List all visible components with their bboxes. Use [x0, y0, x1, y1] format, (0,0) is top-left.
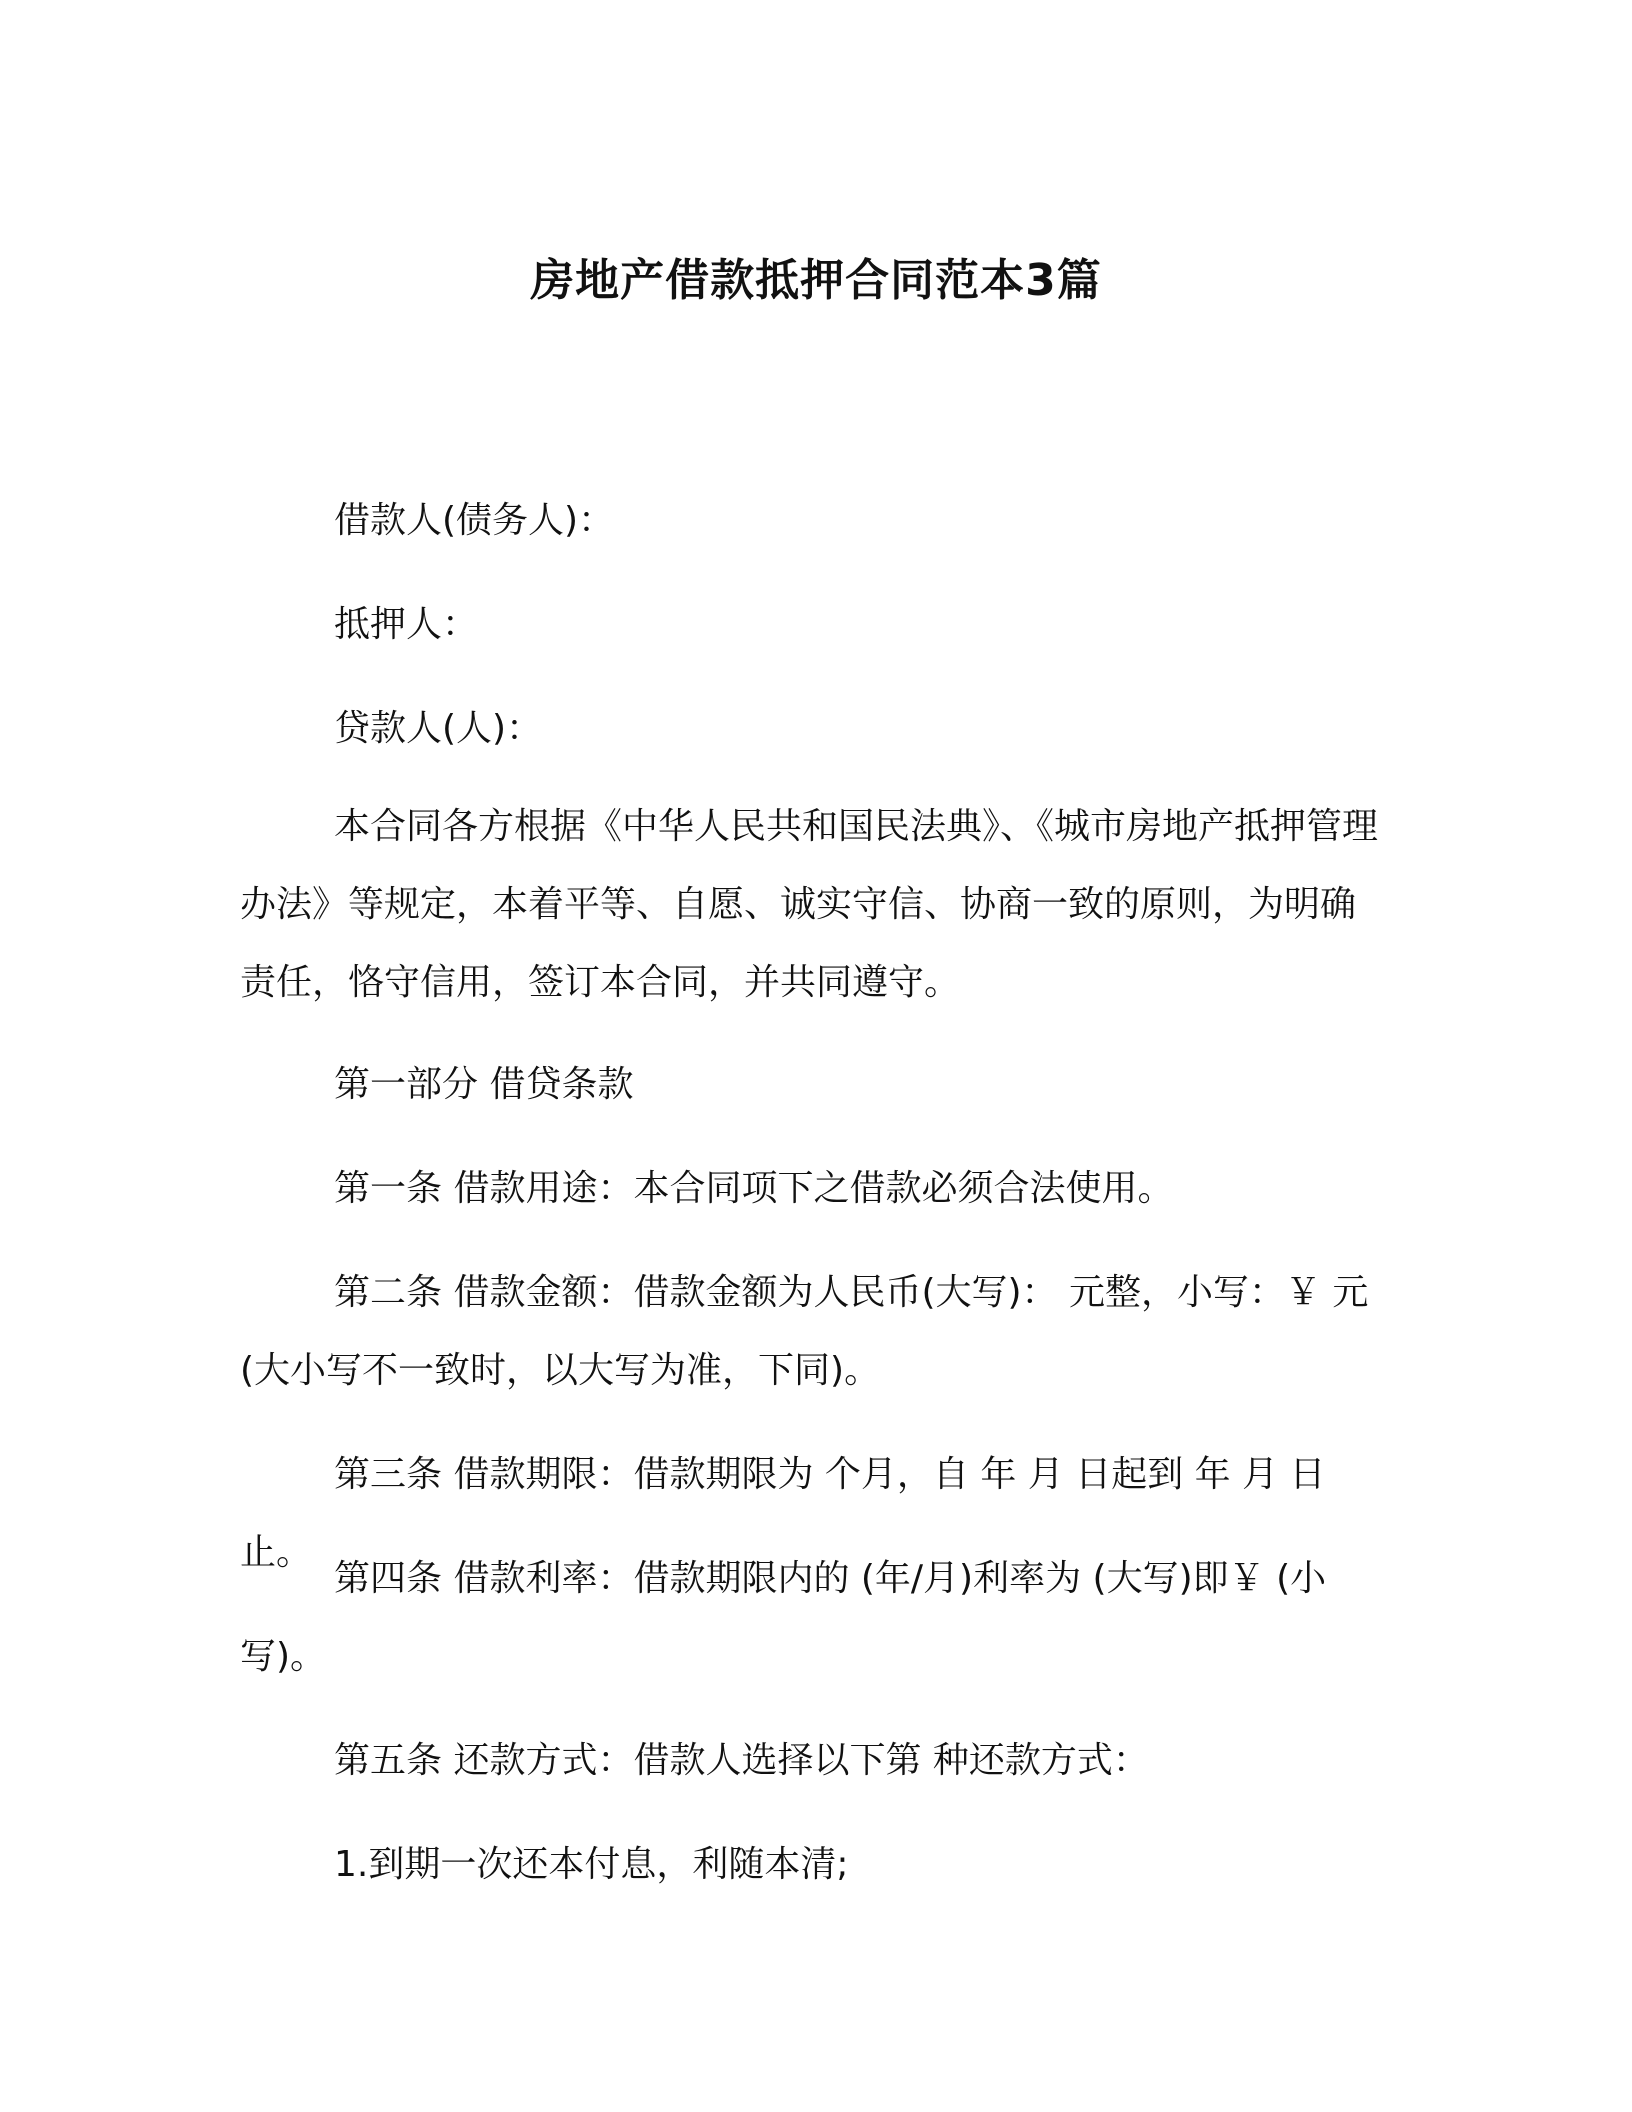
- paragraph-part-one-heading: 第一部分 借贷条款: [334, 1064, 634, 1105]
- paragraph-preamble: 本合同各方根据《中华人民共和国民法典》、《城市房地产抵押管理办法》等规定，本着平等、自愿、诚实守信、协商一致的原则，为明确责任，恪守信用，签订本合同，并共同遵守。: [240, 806, 1379, 1003]
- paragraph-repayment-option-1: 1.到期一次还本付息，利随本清;: [334, 1844, 849, 1885]
- paragraph-article-2: 第二条 借款金额：借款金额为人民币(大写)： 元整，小写：￥ 元(大小写不一致时，以大写为准，下同)。: [240, 1272, 1369, 1391]
- paragraph-article-3: 第三条 借款期限：借款期限为 个月，自 年 月 日起到 年 月 日止。: [240, 1454, 1326, 1573]
- paragraph-article-4: 第四条 借款利率：借款期限内的 (年/月)利率为 (大写)即￥ (小写)。: [240, 1558, 1327, 1677]
- document-title: 房地产借款抵押合同范本3篇: [530, 255, 1102, 307]
- paragraph-article-1: 第一条 借款用途：本合同项下之借款必须合法使用。: [334, 1168, 1174, 1209]
- paragraph-article-5: 第五条 还款方式：借款人选择以下第 种还款方式：: [334, 1740, 1149, 1781]
- paragraph-mortgagor: 抵押人：: [334, 604, 479, 645]
- paragraph-borrower: 借款人(债务人)：: [334, 500, 615, 541]
- paragraph-lender: 贷款人(人)：: [334, 708, 543, 749]
